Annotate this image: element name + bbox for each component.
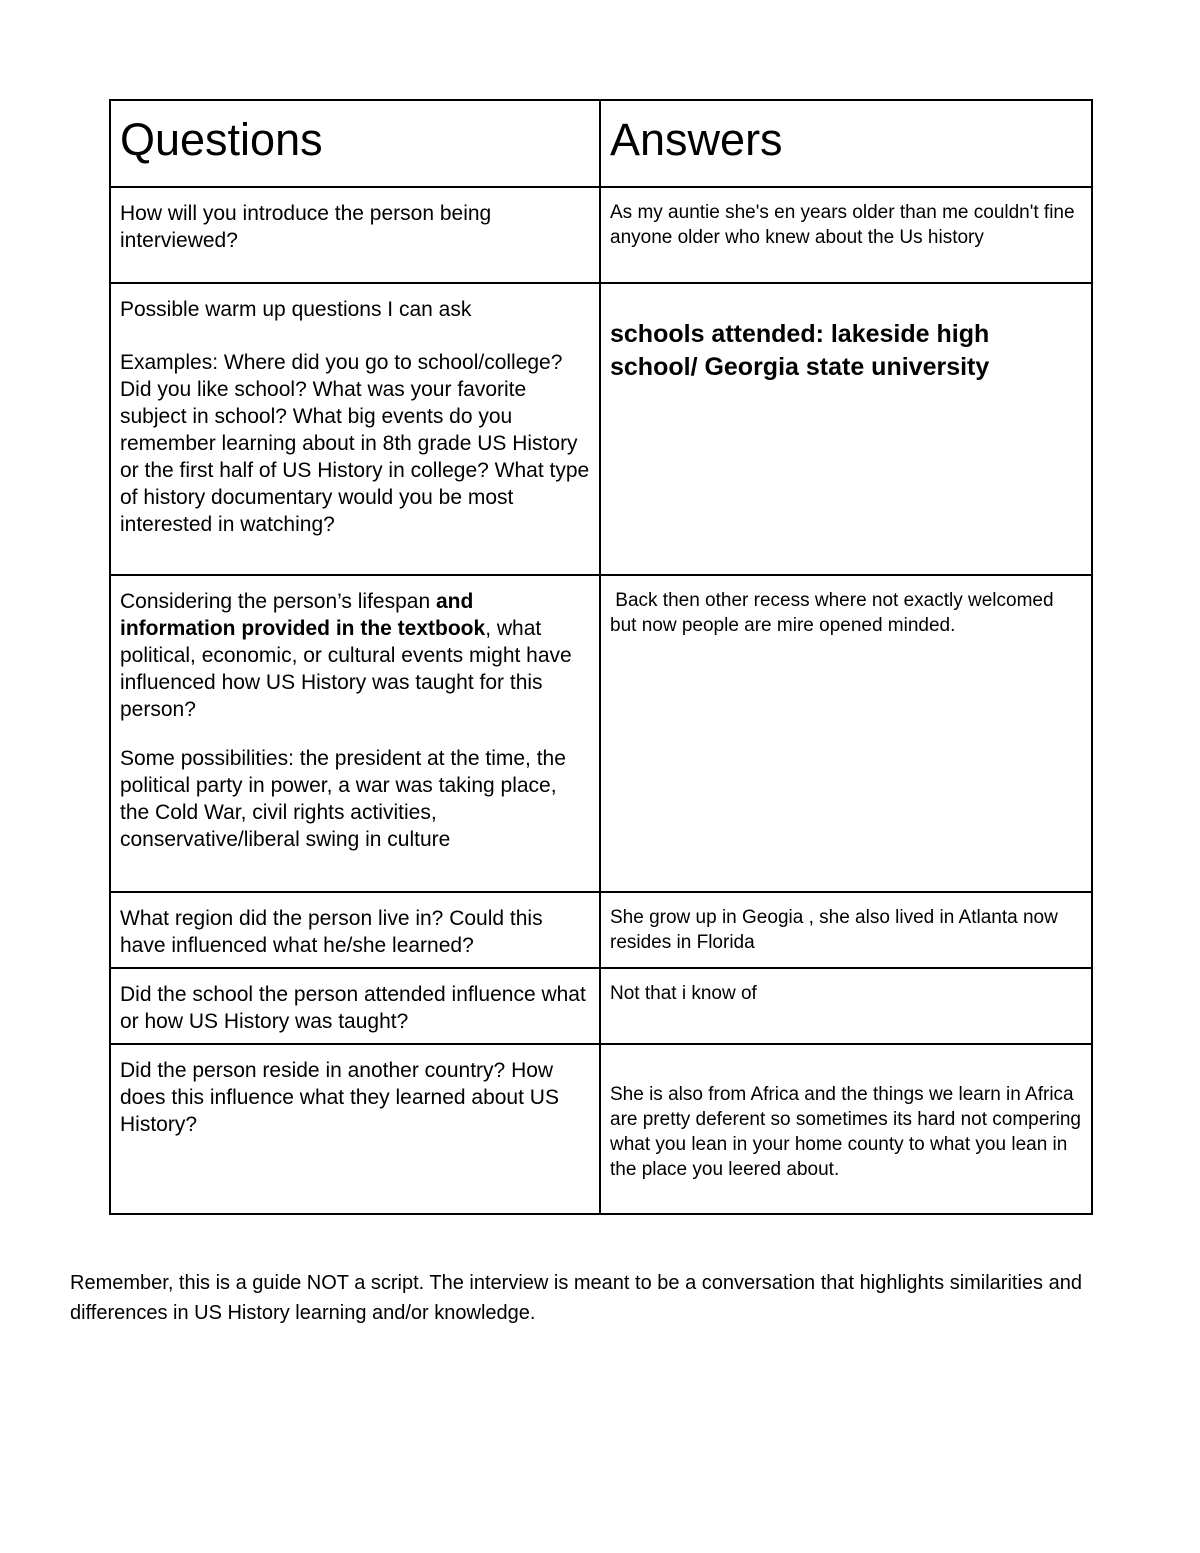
table-row bbox=[110, 892, 1092, 968]
question-text-before: Considering the person’s lifespan bbox=[120, 590, 436, 613]
table-row bbox=[110, 283, 1092, 575]
answer-text: She grow up in Geogia , she also lived in Atlanta now resides in Florida bbox=[610, 907, 1058, 953]
footer-note bbox=[70, 1268, 1150, 1328]
table-header-row bbox=[110, 100, 1092, 187]
question-text bbox=[120, 588, 590, 723]
question-cell bbox=[110, 283, 600, 575]
answer-text: She is also from Africa and the things we learn in Africa are pretty deferent so sometimes its hard not compering what you lean in your home county to what you lean in the place you leered about. bbox=[610, 1084, 1082, 1180]
answer-text: Not that i know of bbox=[610, 983, 757, 1004]
question-cell bbox=[110, 187, 600, 283]
answer-cell bbox=[600, 187, 1092, 283]
question-cell bbox=[110, 968, 600, 1044]
question-text: What region did the person live in? Could this have influenced what he/she learned? bbox=[120, 907, 543, 957]
table-row bbox=[110, 1044, 1092, 1214]
question-text: Possible warm up questions I can ask bbox=[120, 298, 472, 321]
answer-text: Back then other recess where not exactly welcomed but now people are mire opened minded. bbox=[610, 590, 1059, 636]
question-text: Did the school the person attended influence what or how US History was taught? bbox=[120, 983, 586, 1033]
question-examples: Examples: Where did you go to school/college? Did you like school? What was your favorite subject in school? What big events do you remember learning about in 8th grade US History or the first half of US History in college? What type of history documentary would you be most interested in watching? bbox=[120, 351, 590, 536]
answer-cell bbox=[600, 1044, 1092, 1214]
answer-text: As my auntie she's en years older than me couldn't fine anyone older who knew about the Us history bbox=[610, 202, 1075, 248]
question-text: Did the person reside in another country? How does this influence what they learned about US History? bbox=[120, 1059, 559, 1136]
interview-table bbox=[109, 99, 1093, 1215]
answer-cell bbox=[600, 283, 1092, 575]
answer-text: schools attended: lakeside high school/ Georgia state university bbox=[610, 320, 990, 381]
questions-header: Questions bbox=[110, 100, 600, 187]
table-row bbox=[110, 968, 1092, 1044]
question-text-bold: and information provided in the textbook bbox=[120, 590, 486, 640]
question-text: How will you introduce the person being interviewed? bbox=[120, 202, 492, 252]
answer-cell bbox=[600, 968, 1092, 1044]
table-row bbox=[110, 187, 1092, 283]
question-cell bbox=[110, 575, 600, 892]
question-cell bbox=[110, 892, 600, 968]
answer-cell bbox=[600, 892, 1092, 968]
table-row bbox=[110, 575, 1092, 892]
answers-header: Answers bbox=[600, 100, 1092, 187]
answer-cell bbox=[600, 575, 1092, 892]
footer-text: Remember, this is a guide NOT a script. The interview is meant to be a conversation that highlights similarities and differences in US History learning and/or knowledge. bbox=[70, 1272, 1082, 1324]
question-possibilities: Some possibilities: the president at the time, the political party in power, a war was taking place, the Cold War, civil rights activities, conservative/liberal swing in culture bbox=[120, 747, 566, 851]
question-cell bbox=[110, 1044, 600, 1214]
question-text-after: , what political, economic, or cultural events might have influenced how US History was taught for this person? bbox=[120, 617, 572, 721]
